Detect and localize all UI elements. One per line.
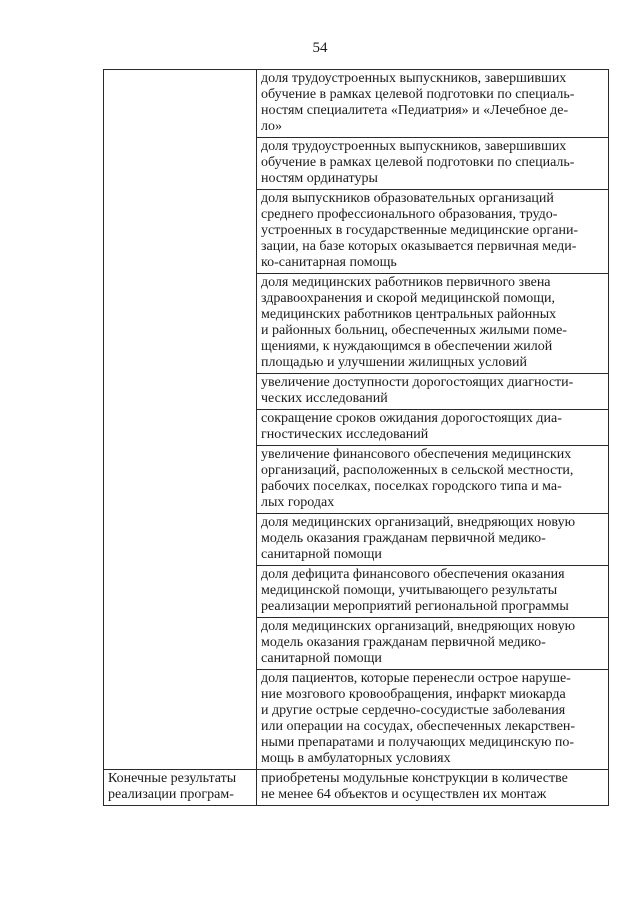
indicator-text-line: ние мозгового кровообращения, инфаркт миокарда [261, 687, 566, 702]
indicator-text-line: ко-санитарная помощь [261, 255, 397, 270]
indicator-text-line: санитарной помощи [261, 547, 382, 562]
indicator-text-line: доля медицинских работников первичного звена [261, 275, 551, 290]
indicator-text-line: доля трудоустроенных выпускников, завершивших [261, 71, 567, 86]
indicator-text-line: сокращение сроков ожидания дорогостоящих диа- [261, 411, 562, 426]
indicator-cell [257, 514, 609, 566]
final-results-row [104, 770, 609, 806]
indicator-text-line: ностям специалитета «Педиатрия» и «Лечебное де- [261, 103, 569, 118]
indicator-text-line: доля дефицита финансового обеспечения оказания [261, 567, 565, 582]
indicator-text-line: здравоохранения и скорой медицинской помощи, [261, 291, 556, 306]
indicator-text-line: санитарной помощи [261, 651, 382, 666]
indicator-text-line: гностических исследований [261, 427, 429, 442]
indicator-text-line: или операции на сосудах, обеспеченных лекарствен- [261, 719, 576, 734]
indicator-text-line: модель оказания гражданам первичной медико- [261, 635, 546, 650]
indicator-cell [257, 618, 609, 670]
indicator-cell [257, 374, 609, 410]
indicator-text-line: организаций, расположенных в сельской местности, [261, 463, 574, 478]
indicator-text-line: доля пациентов, которые перенесли острое наруше- [261, 671, 571, 686]
indicator-text-line: доля выпускников образовательных организаций [261, 191, 554, 206]
indicator-text-line: медицинской помощи, учитывающего результаты [261, 583, 558, 598]
final-results-value-cell [257, 770, 609, 806]
indicator-text-line: щениями, к нуждающимся в обеспечении жилой [261, 339, 553, 354]
final-results-label-line: реализации програм- [108, 787, 234, 802]
indicator-text-line: реализации мероприятий региональной программы [261, 599, 569, 614]
indicator-text-line: устроенных в государственные медицинские органи- [261, 223, 579, 238]
indicator-text-line: и районных больниц, обеспеченных жилыми поме- [261, 323, 567, 338]
indicator-text-line: ло» [261, 119, 282, 134]
indicator-text-line: рабочих поселках, поселках городского типа и ма- [261, 479, 562, 494]
indicator-text-line: мощь в амбулаторных условиях [261, 751, 451, 766]
indicator-cell [257, 446, 609, 514]
indicator-text-line: зации, на базе которых оказывается первичная меди- [261, 239, 577, 254]
indicator-row [104, 70, 609, 138]
indicator-text-line: ческих исследований [261, 391, 388, 406]
indicator-cell [257, 190, 609, 274]
indicator-cell [257, 70, 609, 138]
program-indicators-table [103, 69, 609, 806]
indicator-text-line: доля медицинских организаций, внедряющих новую [261, 619, 576, 634]
indicator-text-line: медицинских работников центральных районных [261, 307, 557, 322]
indicator-cell [257, 566, 609, 618]
indicator-text-line: ными препаратами и получающих медицинскую по- [261, 735, 575, 750]
indicator-cell [257, 138, 609, 190]
indicator-text-line: увеличение финансового обеспечения медицинских [261, 447, 572, 462]
indicator-cell [257, 274, 609, 374]
indicator-text-line: увеличение доступности дорогостоящих диагности- [261, 375, 574, 390]
indicator-text-line: ностям ординатуры [261, 171, 378, 186]
final-results-value-line: не менее 64 объектов и осуществлен их монтаж [261, 787, 547, 802]
indicator-text-line: площадью и улучшении жилищных условий [261, 355, 527, 370]
indicator-text-line: доля медицинских организаций, внедряющих новую [261, 515, 576, 530]
final-results-value-line: приобретены модульные конструкции в количестве [261, 771, 568, 786]
indicator-text-line: обучение в рамках целевой подготовки по специаль- [261, 155, 575, 170]
indicator-cell [257, 410, 609, 446]
indicator-cell [257, 670, 609, 770]
indicator-text-line: среднего профессионального образования, трудо- [261, 207, 558, 222]
page-number: 54 [312, 40, 328, 56]
final-results-label-line: Конечные результаты [108, 771, 237, 786]
indicator-text-line: обучение в рамках целевой подготовки по специаль- [261, 87, 575, 102]
final-results-label-cell [104, 770, 257, 806]
indicator-text-line: и другие острые сердечно-сосудистые заболевания [261, 703, 566, 718]
indicator-text-line: модель оказания гражданам первичной медико- [261, 531, 546, 546]
indicators-label-cell [104, 70, 257, 770]
indicator-text-line: доля трудоустроенных выпускников, завершивших [261, 139, 567, 154]
indicator-text-line: лых городах [261, 495, 335, 510]
